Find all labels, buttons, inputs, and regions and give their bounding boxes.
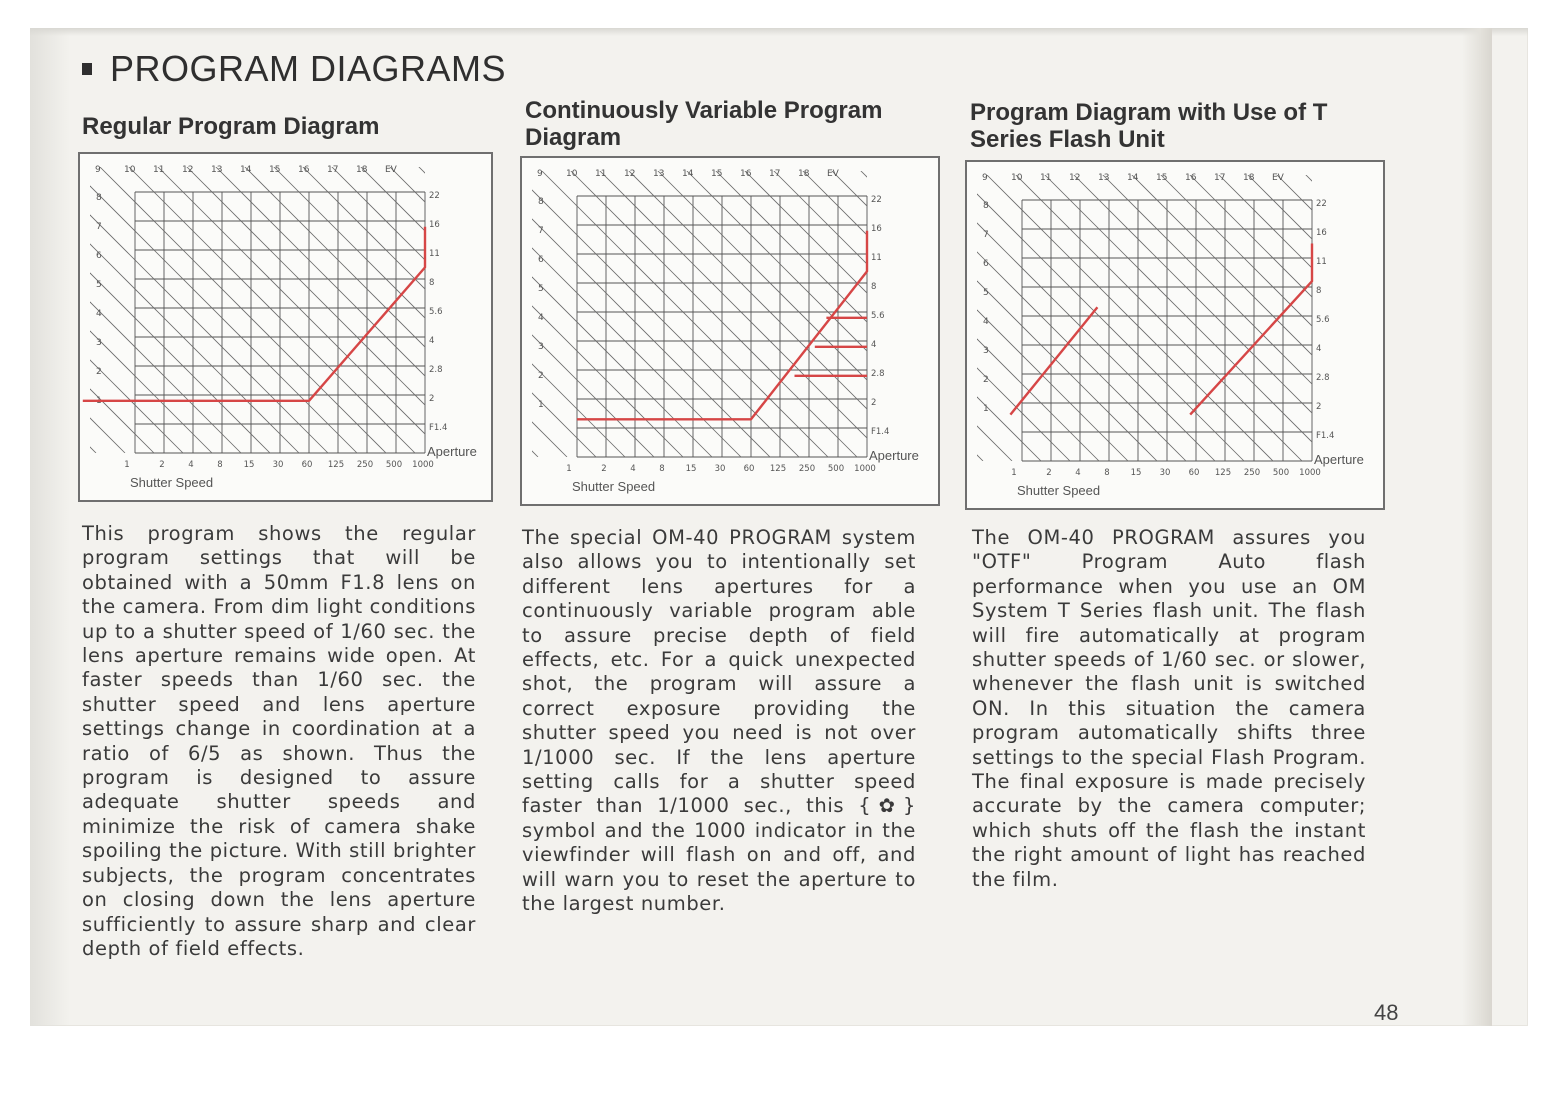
- aperture-tick-label: F1.4: [429, 423, 448, 433]
- aperture-tick-label: 4: [429, 336, 435, 346]
- ev-label: 2: [983, 375, 989, 385]
- ev-label: 2: [538, 371, 544, 381]
- ev-diagonal-line: [80, 162, 357, 453]
- ev-label: 11: [153, 165, 165, 175]
- ev-diagonal-line: [522, 166, 654, 457]
- ev-diagonal-line: [80, 162, 328, 453]
- ev-diagonal-line: [80, 162, 299, 453]
- ev-diagonal-line: [1127, 170, 1382, 461]
- heading-continuous-program: Continuously Variable Program Diagram: [525, 97, 883, 151]
- ev-diagonal-line: [522, 166, 567, 457]
- shutter-axis-label: Shutter Speed: [572, 479, 656, 494]
- aperture-tick-label: 11: [429, 249, 440, 259]
- aperture-tick-label: 2: [429, 394, 435, 404]
- ev-diagonal-line: [80, 162, 125, 453]
- ev-diagonal-line: [653, 166, 937, 457]
- ev-diagonal-line: [967, 170, 1244, 461]
- aperture-axis-label: Aperture: [869, 448, 919, 463]
- shutter-tick-label: 1: [1011, 468, 1017, 478]
- ev-label: 13: [211, 165, 223, 175]
- aperture-tick-label: 5.6: [1316, 315, 1330, 325]
- ev-diagonal-line: [595, 166, 886, 457]
- ev-label: 4: [96, 309, 102, 319]
- ev-diagonal-line: [124, 162, 415, 453]
- shutter-tick-label: 1: [124, 460, 130, 470]
- ev-label: 6: [983, 259, 989, 269]
- shutter-tick-label: 1: [566, 464, 572, 474]
- aperture-tick-label: 16: [429, 220, 440, 230]
- ev-label: 15: [269, 165, 281, 175]
- aperture-tick-label: 2.8: [871, 369, 885, 379]
- ev-label: 5: [983, 288, 989, 298]
- ev-label: 18: [356, 165, 368, 175]
- ev-diagonal-line: [967, 170, 1099, 461]
- ev-diagonal-line: [566, 166, 857, 457]
- ev-diagonal-line: [967, 170, 1041, 461]
- ev-label: 17: [1214, 173, 1226, 183]
- shutter-tick-label: 250: [798, 464, 816, 474]
- program-line: [1010, 307, 1097, 414]
- ev-label: 4: [983, 317, 989, 327]
- ev-diagonal-line: [80, 162, 241, 453]
- page-title-text: PROGRAM DIAGRAMS: [110, 48, 507, 89]
- diagram-svg: [522, 158, 937, 504]
- shutter-tick-label: 60: [1188, 468, 1200, 478]
- ev-label: 10: [124, 165, 136, 175]
- shutter-tick-label: 8: [659, 464, 665, 474]
- shutter-tick-label: 30: [272, 460, 284, 470]
- ev-diagonal-line: [80, 162, 96, 453]
- page-title: [82, 48, 506, 90]
- shutter-tick-label: 1000: [1299, 468, 1321, 478]
- ev-label: 18: [798, 169, 810, 179]
- ev-diagonal-line: [1243, 170, 1382, 461]
- ev-diagonal-line: [1098, 170, 1382, 461]
- ev-label: 11: [1040, 173, 1052, 183]
- shutter-tick-label: 1000: [854, 464, 876, 474]
- shutter-tick-label: 15: [243, 460, 255, 470]
- shutter-tick-label: 125: [1214, 468, 1232, 478]
- ev-diagonal-line: [522, 166, 596, 457]
- ev-label: 14: [1127, 173, 1139, 183]
- aperture-tick-label: 22: [1316, 199, 1327, 209]
- ev-label: 5: [96, 280, 102, 290]
- aperture-tick-label: 22: [429, 191, 440, 201]
- ev-label: 7: [538, 226, 544, 236]
- shutter-tick-label: 1000: [412, 460, 434, 470]
- aperture-tick-label: 5.6: [871, 311, 885, 321]
- shutter-tick-label: 250: [356, 460, 374, 470]
- ev-label: 3: [983, 346, 989, 356]
- title-bullet-icon: [82, 63, 92, 75]
- shutter-tick-label: 2: [159, 460, 165, 470]
- aperture-tick-label: 11: [871, 253, 882, 263]
- ev-diagonal-line: [522, 166, 799, 457]
- aperture-tick-label: 2: [1316, 402, 1322, 412]
- ev-label: 1: [538, 400, 544, 410]
- aperture-tick-label: 22: [871, 195, 882, 205]
- ev-diagonal-line: [95, 162, 386, 453]
- ev-diagonal-line: [682, 166, 937, 457]
- ev-diagonal-line: [967, 170, 983, 461]
- shutter-tick-label: 2: [601, 464, 607, 474]
- ev-label: 16: [298, 165, 310, 175]
- ev-label: 15: [1156, 173, 1168, 183]
- aperture-axis-label: Aperture: [1314, 452, 1364, 467]
- ev-diagonal-line: [269, 162, 495, 453]
- ev-diagonal-line: [327, 162, 495, 453]
- ev-diagonal-line: [522, 166, 538, 457]
- ev-diagonal-line: [967, 170, 1128, 461]
- ev-label: 16: [1185, 173, 1197, 183]
- ev-label: 10: [1011, 173, 1023, 183]
- ev-label: 18: [1243, 173, 1255, 183]
- shutter-tick-label: 30: [714, 464, 726, 474]
- ev-diagonal-line: [967, 170, 1186, 461]
- shutter-tick-label: 15: [1130, 468, 1142, 478]
- ev-label: 8: [538, 197, 544, 207]
- page-fold: [1462, 28, 1492, 1026]
- shutter-tick-label: 125: [769, 464, 787, 474]
- shutter-tick-label: 125: [327, 460, 345, 470]
- ev-label: 7: [96, 222, 102, 232]
- ev-diagonal-line: [967, 170, 1012, 461]
- ev-label: 8: [96, 193, 102, 203]
- ev-label: 13: [653, 169, 665, 179]
- program-line: [1190, 244, 1312, 415]
- ev-label: 8: [983, 201, 989, 211]
- aperture-tick-label: 4: [1316, 344, 1322, 354]
- ev-label: 12: [1069, 173, 1081, 183]
- shutter-axis-label: Shutter Speed: [130, 475, 214, 490]
- ev-label: 4: [538, 313, 544, 323]
- ev-diagonal-line: [1040, 170, 1331, 461]
- shutter-tick-label: 8: [1104, 468, 1110, 478]
- ev-label: 12: [624, 169, 636, 179]
- page-number: 48: [1374, 1000, 1399, 1025]
- diagram-regular-program: [78, 152, 493, 502]
- ev-diagonal-line: [240, 162, 495, 453]
- text-continuous-program: The special OM-40 PROGRAM system also allows you to intentionally set different lens apertures for a continuously variable program able to assure precise depth of field effects, etc. For a quick unexpected shot, the program will assure a correct exposure providing the shutter speed you need is not over 1/1000 sec. If the lens aperture setting calls for a shutter speed faster than 1/1000 sec., this {✿} symbol and the 1000 indicator in the viewfinder will flash on and off, and will warn you to reset the aperture to the largest number.: [522, 526, 916, 916]
- text-regular-program: This program shows the regular program settings that will be obtained with a 50mm F1.8 lens on the camera. From dim light conditions up to a shutter speed of 1/60 sec. the lens aperture remains wide open. At faster speeds than 1/60 sec. the shutter speed and lens aperture settings change in coordination at a ratio of 6/5 as shown. Thus the program is designed to assure adequate shutter speeds and minimize the risk of camera shake spoiling the picture. With still brighter subjects, the program concentrates on closing down the lens aperture sufficiently to assure sharp and clear depth of field effects.: [82, 522, 476, 960]
- ev-label: 16: [740, 169, 752, 179]
- aperture-tick-label: 8: [1316, 286, 1322, 296]
- ev-label: 1: [983, 404, 989, 414]
- shutter-tick-label: 500: [827, 464, 845, 474]
- ev-label: 3: [96, 338, 102, 348]
- ev-label: 14: [682, 169, 694, 179]
- ev-label: 12: [182, 165, 194, 175]
- shutter-tick-label: 4: [630, 464, 636, 474]
- ev-diagonal-line: [153, 162, 444, 453]
- ev-diagonal-line: [982, 170, 1273, 461]
- aperture-axis-label: Aperture: [427, 444, 477, 459]
- shutter-tick-label: 30: [1159, 468, 1171, 478]
- ev-label: 15: [711, 169, 723, 179]
- ev-label: 1: [96, 396, 102, 406]
- ev-label: 10: [566, 169, 578, 179]
- heading-regular-program: Regular Program Diagram: [82, 113, 380, 140]
- shutter-tick-label: 500: [1272, 468, 1290, 478]
- shutter-tick-label: 2: [1046, 468, 1052, 478]
- ev-label: 3: [538, 342, 544, 352]
- ev-label: 5: [538, 284, 544, 294]
- text-flash-program: The OM-40 PROGRAM assures you "OTF" Program Auto flash performance when you use an OM System T Series flash unit. The flash will fire automatically at program shutter speeds of 1/60 sec. or slower, whenever the flash unit is switched ON. In this situation the camera program automatically shifts three settings to the special Flash Program. The final exposure is made precisely accurate by the camera computer; which shuts off the flash the instant the right amount of light has reached the film.: [972, 526, 1366, 891]
- diagram-continuous-program: [520, 156, 940, 506]
- ev-diagonal-line: [1301, 170, 1382, 461]
- ev-diagonal-line: [1011, 170, 1302, 461]
- shutter-tick-label: 8: [217, 460, 223, 470]
- shutter-tick-label: 4: [1075, 468, 1081, 478]
- ev-label: 9: [95, 165, 101, 175]
- page-edge-shadow: [30, 28, 70, 1026]
- aperture-tick-label: 4: [871, 340, 877, 350]
- ev-diagonal-line: [1214, 170, 1382, 461]
- ev-label: EV: [1272, 173, 1284, 183]
- ev-label: 9: [537, 169, 543, 179]
- aperture-tick-label: 8: [429, 278, 435, 288]
- ev-diagonal-line: [414, 162, 495, 453]
- shutter-tick-label: 250: [1243, 468, 1261, 478]
- diagram-svg: [80, 154, 495, 500]
- ev-diagonal-line: [522, 166, 770, 457]
- ev-label: 17: [327, 165, 339, 175]
- shutter-tick-label: 60: [743, 464, 755, 474]
- aperture-tick-label: 2.8: [1316, 373, 1330, 383]
- shutter-tick-label: 500: [385, 460, 403, 470]
- ev-label: 13: [1098, 173, 1110, 183]
- ev-label: EV: [827, 169, 839, 179]
- ev-diagonal-line: [769, 166, 937, 457]
- ev-diagonal-line: [522, 166, 683, 457]
- ev-diagonal-line: [80, 162, 212, 453]
- ev-label: 9: [982, 173, 988, 183]
- ev-label: 6: [96, 251, 102, 261]
- ev-diagonal-line: [356, 162, 495, 453]
- ev-label: EV: [385, 165, 397, 175]
- diagram-flash-program: [965, 160, 1385, 510]
- ev-diagonal-line: [522, 166, 741, 457]
- shutter-tick-label: 60: [301, 460, 313, 470]
- ev-diagonal-line: [80, 162, 270, 453]
- ev-label: 17: [769, 169, 781, 179]
- ev-diagonal-line: [856, 166, 937, 457]
- aperture-tick-label: F1.4: [1316, 431, 1335, 441]
- heading-flash-program: Program Diagram with Use of T Series Flash Unit: [970, 99, 1328, 153]
- aperture-tick-label: 16: [1316, 228, 1327, 238]
- ev-diagonal-line: [1156, 170, 1382, 461]
- aperture-tick-label: 8: [871, 282, 877, 292]
- aperture-tick-label: 2.8: [429, 365, 443, 375]
- ev-diagonal-line: [798, 166, 937, 457]
- ev-diagonal-line: [80, 162, 154, 453]
- ev-label: 6: [538, 255, 544, 265]
- ev-label: 14: [240, 165, 252, 175]
- ev-diagonal-line: [522, 166, 712, 457]
- aperture-tick-label: F1.4: [871, 427, 890, 437]
- ev-label: 7: [983, 230, 989, 240]
- shutter-tick-label: 15: [685, 464, 697, 474]
- ev-diagonal-line: [537, 166, 828, 457]
- shutter-tick-label: 4: [188, 460, 194, 470]
- aperture-tick-label: 2: [871, 398, 877, 408]
- ev-diagonal-line: [211, 162, 495, 453]
- aperture-tick-label: 5.6: [429, 307, 443, 317]
- ev-label: 11: [595, 169, 607, 179]
- ev-label: 2: [96, 367, 102, 377]
- aperture-tick-label: 16: [871, 224, 882, 234]
- page-top-edge: [30, 28, 1528, 36]
- shutter-axis-label: Shutter Speed: [1017, 483, 1101, 498]
- diagram-svg: [967, 162, 1382, 508]
- ev-diagonal-line: [711, 166, 937, 457]
- aperture-tick-label: 11: [1316, 257, 1327, 267]
- ev-diagonal-line: [967, 170, 1157, 461]
